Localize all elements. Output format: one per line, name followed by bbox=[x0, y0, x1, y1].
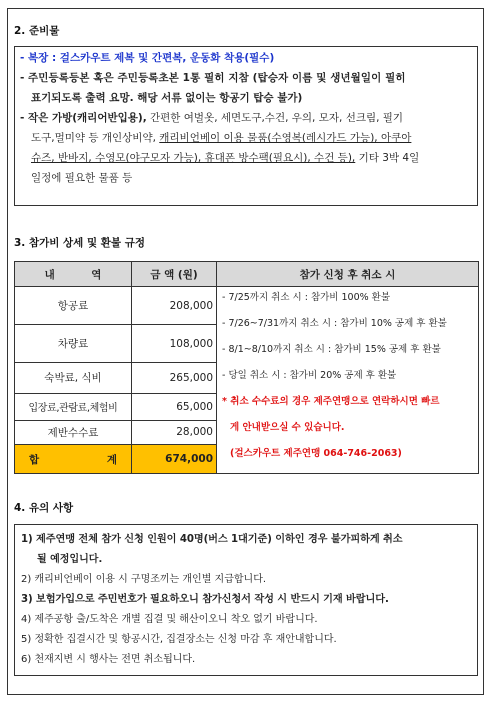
total-label-a: 합 bbox=[29, 453, 40, 466]
note-item: 4) 제주공항 출/도착은 개별 집결 및 해산이오니 착오 없기 바랍니다. bbox=[21, 614, 318, 625]
refund-notice-line-1: * 취소 수수료의 경우 제주연맹으로 연락하시면 빠르 bbox=[222, 396, 440, 407]
supply-item-uniform: - 복장 : 걸스카우트 제복 및 간편복, 운동화 착용(필수) bbox=[20, 52, 275, 64]
fee-amount: 65,000 bbox=[132, 393, 217, 420]
note-item: 5) 정확한 집결시간 및 항공시간, 집결장소는 신청 마감 후 재안내합니다. bbox=[21, 634, 337, 645]
total-amount: 674,000 bbox=[132, 445, 217, 474]
fee-name: 항공료 bbox=[15, 287, 132, 325]
supply-id-text: 주민등록등본 혹은 주민등록초본 1통 필히 지참 (탑승자 이름 및 생년월일이 필히 bbox=[28, 72, 406, 84]
supply-item-id-document: - 주민등록등본 혹은 주민등록초본 1통 필히 지참 (탑승자 이름 및 생년월일이 필히 bbox=[20, 72, 406, 84]
section-4-title: 4. 유의 사항 bbox=[14, 502, 74, 514]
fee-name: 숙박료, 식비 bbox=[15, 363, 132, 394]
supplies-box bbox=[14, 46, 478, 206]
note-item: 6) 천재지변 시 행사는 전면 취소됩니다. bbox=[21, 654, 196, 665]
header-refund-policy: 참가 신청 후 취소 시 bbox=[217, 262, 479, 287]
fee-name: 차량료 bbox=[15, 325, 132, 363]
fee-amount: 208,000 bbox=[132, 287, 217, 325]
supply-bag-line-2: 도구,멀미약 등 개인상비약, 캐리비언베이 이용 물품(수영복(레시가드 가능), 아쿠아 bbox=[31, 132, 412, 144]
total-label-b: 계 bbox=[106, 453, 117, 466]
header-amount: 금 액 (원) bbox=[132, 262, 217, 287]
refund-policy-line: - 당일 취소 시 : 참가비 20% 공제 후 환불 bbox=[222, 370, 397, 381]
notes-box bbox=[14, 524, 478, 676]
refund-policy-line: - 7/26~7/31까지 취소 시 : 참가비 10% 공제 후 환불 bbox=[222, 318, 447, 329]
note-item-continued: 될 예정입니다. bbox=[37, 554, 103, 565]
section-3-title: 3. 참가비 상세 및 환불 규정 bbox=[14, 237, 146, 249]
refund-policy-line: - 7/25까지 취소 시 : 참가비 100% 환불 bbox=[222, 292, 391, 303]
supply-bag-bold: 작은 가방(캐리어반입용), bbox=[28, 112, 147, 124]
fee-amount: 28,000 bbox=[132, 420, 217, 445]
contact-line: (걸스카우트 제주연맹 064-746-2063) bbox=[230, 448, 402, 459]
supply-id-continued: 표기되도록 출력 요망. 해당 서류 없이는 항공기 탑승 불가) bbox=[31, 92, 303, 104]
fee-table bbox=[14, 261, 479, 474]
fee-name: 입장료,관람료,체험비 bbox=[15, 393, 132, 420]
refund-notice-line-2: 게 안내받으실 수 있습니다. bbox=[230, 422, 345, 433]
supply-item-bag: - 작은 가방(캐리어반입용), 간편한 여벌옷, 세면도구,수건, 우의, 모자, 선크림, 필기 bbox=[20, 112, 404, 124]
refund-policy-line: - 8/1~8/10까지 취소 시 : 참가비 15% 공제 후 환불 bbox=[222, 344, 441, 355]
fee-amount: 265,000 bbox=[132, 363, 217, 394]
supply-bag-line-4: 일정에 필요한 물품 등 bbox=[31, 172, 133, 184]
header-item: 내 역 bbox=[15, 262, 132, 287]
note-item: 3) 보험가입으로 주민번호가 필요하오니 참가신청서 작성 시 반드시 기재 바랍니다. bbox=[21, 594, 389, 605]
note-item: 1) 제주연맹 전체 참가 신청 인원이 40명(버스 1대기준) 이하인 경우 불가피하게 취소 bbox=[21, 534, 403, 545]
refund-policy-cell bbox=[217, 287, 479, 474]
supply-uniform-text: 복장 : 걸스카우트 제복 및 간편복, 운동화 착용(필수) bbox=[28, 52, 275, 64]
fee-amount: 108,000 bbox=[132, 325, 217, 363]
section-2-title: 2. 준비물 bbox=[14, 25, 60, 37]
fee-name: 제반수수료 bbox=[15, 420, 132, 445]
total-label-cell bbox=[15, 445, 132, 474]
note-item: 2) 캐리비언베이 이용 시 구명조끼는 개인별 지급합니다. bbox=[21, 574, 267, 585]
supply-bag-line-3: 슈즈, 반바지, 수영모(야구모자 가능), 휴대폰 방수팩(필요시), 수건 등), 기타 3박 4일 bbox=[31, 152, 420, 164]
caribbean-bay-items: 캐리비언베이 이용 물품(수영복(레시가드 가능), 아쿠아 bbox=[159, 132, 412, 144]
